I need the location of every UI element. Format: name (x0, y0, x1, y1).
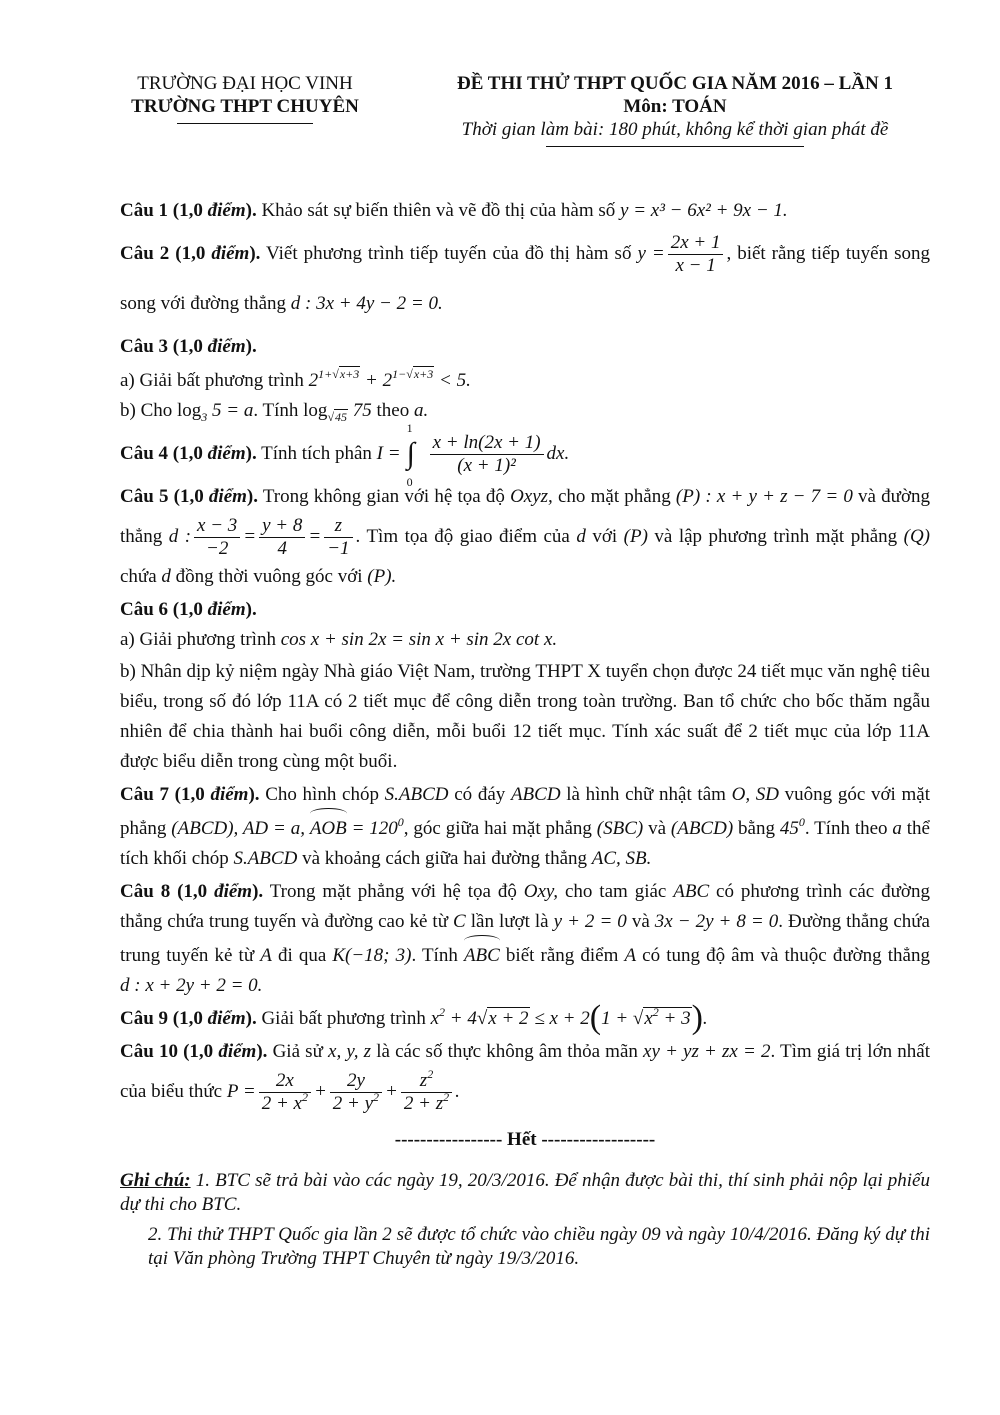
header-exam (420, 72, 930, 147)
q4-fraction: $\frac{x + \ln(2x + 1)}{\text{(x + 1)²}}$ (430, 432, 544, 477)
header-left-rule (177, 123, 313, 124)
university-name: TRƯỜNG ĐẠI HỌC VINH (137, 73, 353, 94)
header-school (120, 72, 370, 124)
q1-formula: y = x³ − 6x² + 9x − 1. (620, 200, 788, 221)
exam-content (120, 193, 930, 1271)
end-marker: ----------------- Hết ------------------ (394, 1129, 656, 1150)
question-4: Câu 4 (1,0 điểm). Tính tích phân I = 1 ∫ 0 $\frac{x + \ln(2x + 1)}{\text{(x + 1)²}}$ dx. (120, 420, 570, 489)
question-1: Câu 1 (1,0 điểm). Khảo sát sự biến thiên và vẽ đồ thị của hàm số y = x³ − 6x² + 9x − 1. (120, 200, 788, 221)
question-3: Câu 3 (1,0 điểm). (120, 336, 257, 357)
question-10: Câu 10 (1,0 điểm). Giả sử x, y, z là các số thực không âm thỏa mãn xy + yz + zx = 2. Tìm giá trị lớn nhất của biểu thức P = $\frac{2x}{2 + x^2}$ + $\frac{2y}{2 + y^2}$ + $\frac{z^2}{2 + z^2}$ . (120, 1041, 930, 1115)
question-9: Câu 9 (1,0 điểm). Giải bất phương trình $x^2 + 4√x + 2 \le x + 2(1 + √x^2 + 3)$. (120, 999, 708, 1036)
integral-sign: 1 ∫ 0 (406, 420, 415, 489)
header-right-rule (546, 146, 804, 147)
question-6: Câu 6 (1,0 điểm). (120, 599, 257, 620)
question-7: Câu 7 (1,0 điểm). Cho hình chóp S.ABCD có đáy ABCD là hình chữ nhật tâm O, SD vuông góc với mặt phẳng (ABCD), AD = a, AOB = $120^0$, góc giữa hai mặt phẳng (SBC) và (ABCD) bằng $45^0$. Tính theo a thể tích khối chóp S.ABCD và khoảng cách giữa hai đường thẳng AC, SB. (120, 784, 930, 869)
exam-time: Thời gian làm bài: 180 phút, không kể thời gian phát đề (461, 119, 889, 140)
question-6b: b) Nhân dịp kỷ niệm ngày Nhà giáo Việt Nam, trường THPT X tuyển chọn được 24 tiết mục văn nghệ tiêu biểu, trong số đó lớp 11A có 2 tiết mục để công diễn trong toàn trường. Ban tổ chức cho bốc thăm ngẫu nhiên để chia thành hai buổi công diễn, mỗi buổi 12 tiết mục. Tính xác suất để 2 tiết mục của lớp 11A được biểu diễn trong cùng một buổi. (120, 661, 930, 772)
question-6a: a) Giải phương trình cos x + sin 2x = sin x + sin 2x cot x. (120, 629, 558, 650)
question-3a: a) Giải bất phương trình $2^{1+√x+3} + 2^{1-√x+3} < 5$. (120, 367, 471, 391)
question-8: Câu 8 (1,0 điểm). Trong mặt phẳng với hệ tọa độ Oxy, cho tam giác ABC có phương trình các đường thẳng chứa trung tuyến và đường cao kẻ từ C lần lượt là y + 2 = 0 và 3x − 2y + 8 = 0. Đường thẳng chứa trung tuyến kẻ từ A đi qua K(−18; 3). Tính ABC biết rằng điểm A có tung độ âm và thuộc đường thẳng d : x + 2y + 2 = 0. (120, 881, 930, 996)
q2-fraction: $\frac{2x + 1}{x - 1}$ (668, 232, 724, 277)
question-2: Câu 2 (1,0 điểm). Viết phương trình tiếp tuyến của đồ thị hàm số y = $\frac{2x + 1}{x - 1}$ , biết rằng tiếp tuyến song song với đường thẳng d : 3x + 4y − 2 = 0. (120, 232, 930, 314)
exam-subject: Môn: TOÁN (623, 96, 727, 117)
question-5: Câu 5 (1,0 điểm). Trong không gian với hệ tọa độ Oxyz, cho mặt phẳng (P) : x + y + z − 7 = 0 và đường thẳng d : $\frac{x - 3}{-2}$ = $\frac{y + 8}{4}$ = $\frac{z}{-1}$ . Tìm tọa độ giao điểm của d với (P) và lập phương trình mặt phẳng (Q) chứa d đồng thời vuông góc với (P). (120, 486, 931, 587)
exam-title: ĐỀ THI THỬ THPT QUỐC GIA NĂM 2016 – LẦN 1 (456, 73, 893, 94)
note-2: 2. Thi thử THPT Quốc gia lần 2 sẽ được tổ chức vào chiều ngày 09 và ngày 10/4/2016. Đăng ký dự thi tại Văn phòng Trường THPT Chuyên từ ngày 19/3/2016. (148, 1224, 930, 1269)
school-name: TRƯỜNG THPT CHUYÊN (131, 96, 359, 117)
question-3b: b) Cho $\log_3 5 = a$. Tính $\log_{√45} 75$ theo a. (120, 400, 429, 424)
note-1: Ghi chú: 1. BTC sẽ trả bài vào các ngày 19, 20/3/2016. Để nhận được bài thi, thí sinh phải nộp lại phiếu dự thi cho BTC. (120, 1170, 930, 1215)
